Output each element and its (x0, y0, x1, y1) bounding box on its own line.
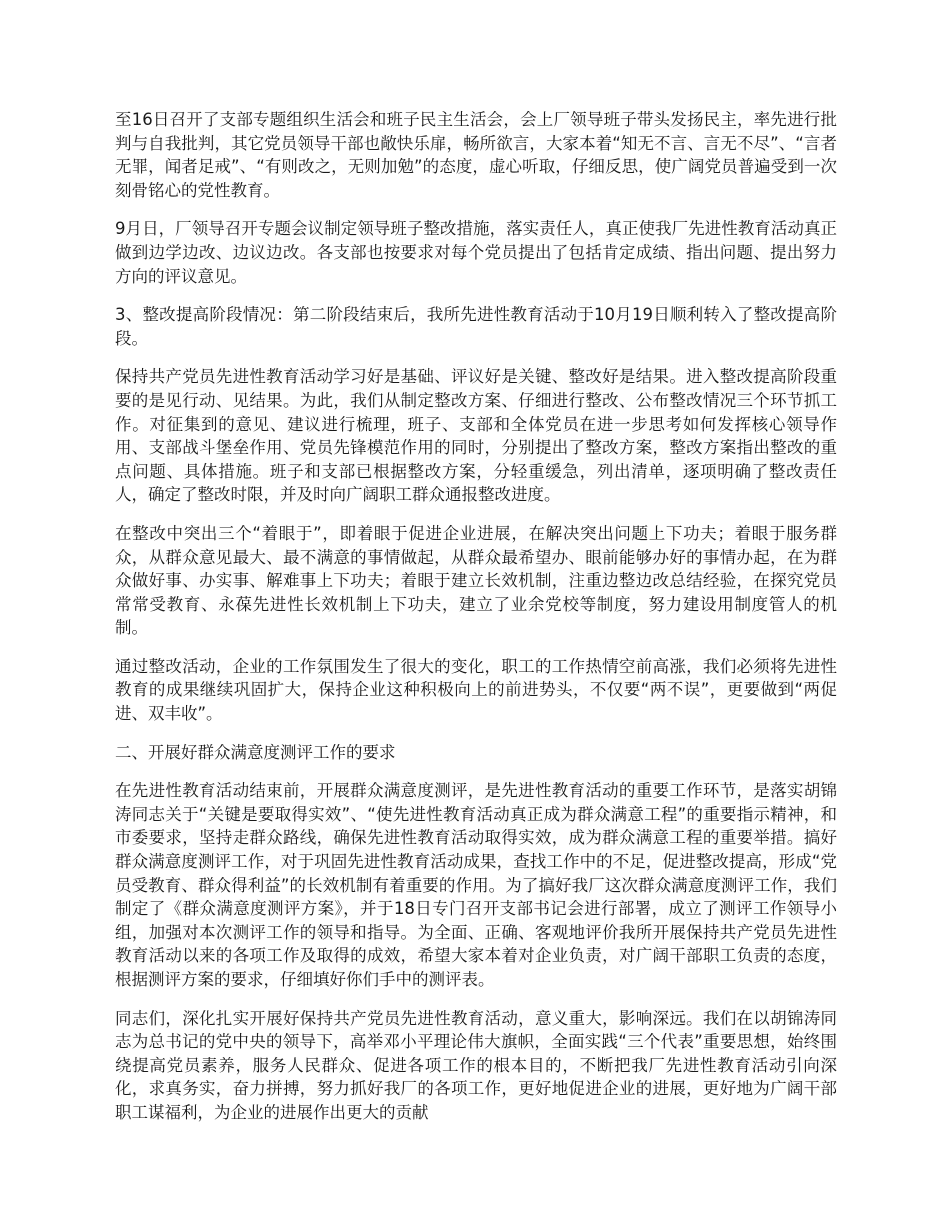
paragraph-5: 在整改中突出三个“着眼于”，即着眼于促进企业进展，在解决突出问题上下功夫；着眼于服务群众，从群众意见最大、最不满意的事情做起，从群众最希望办、眼前能够办好的事情办起，在为群众做好事、办实事、解难事上下功夫；着眼于建立长效机制，注重边整边改总结经验，在探究党员常常受教育、永葆先进性长效机制上下功夫，建立了业余党校等制度，努力建设用制度管人的机制。 (115, 523, 837, 638)
paragraph-1: 至16日召开了支部专题组织生活会和班子民主生活会，会上厂领导班子带头发扬民主，率先进行批判与自我批判，其它党员领导干部也敞快乐扉，畅所欲言，大家本着“知无不言、言无不尽”、“言者无罪，闻者足戒”、“有则改之，无则加勉”的态度，虚心听取，仔细反思，使广阔党员普遍受到一次刻骨铭心的党性教育。 (115, 110, 837, 200)
paragraph-2: 9月日，厂领导召开专题会议制定领导班子整改措施，落实责任人，真正使我厂先进性教育活动真正做到边学边改、边议边改。各支部也按要求对每个党员提出了包括肯定成绩、指出问题、提出努力方向的评议意见。 (115, 219, 837, 286)
document-body (115, 108, 837, 1140)
paragraph-7: 在先进性教育活动结束前，开展群众满意度测评，是先进性教育活动的重要工作环节，是落实胡锦涛同志关于“关键是要取得实效”、“使先进性教育活动真正成为群众满意工程”的重要指示精神，和市委要求，坚持走群众路线，确保先进性教育活动取得实效，成为群众满意工程的重要举措。搞好群众满意度测评工作，对于巩固先进性教育活动成果，查找工作中的不足，促进整改提高，形成“党员受教育、群众得利益”的长效机制有着重要的作用。为了搞好我厂这次群众满意度测评工作，我们制定了《群众满意度测评方案》，并于18日专门召开支部书记会进行部署，成立了测评工作领导小组，加强对本次测评工作的领导和指导。为全面、正确、客观地评价我所开展保持共产党员先进性教育活动以来的各项工作及取得的成效，希望大家本着对企业负责，对广阔干部职工负责的态度，根据测评方案的要求，仔细填好你们手中的测评表。 (115, 781, 837, 989)
paragraph-3: 3、整改提高阶段情况：第二阶段结束后，我所先进性教育活动于10月19日顺利转入了整改提高阶段。 (115, 305, 837, 348)
paragraph-4: 保持共产党员先进性教育活动学习好是基础、评议好是关键、整改好是结果。进入整改提高阶段重要的是见行动、见结果。为此，我们从制定整改方案、仔细进行整改、公布整改情况三个环节抓工作。对征集到的意见、建议进行梳理，班子、支部和全体党员在进一步思考如何发挥核心领导作用、支部战斗堡垒作用、党员先锋模范作用的同时，分别提出了整改方案，整改方案指出整改的重点问题、具体措施。班子和支部已根据整改方案，分轻重缓急，列出清单，逐项明确了整改责任人，确定了整改时限，并及时向广阔职工群众通报整改进度。 (115, 367, 837, 505)
paragraph-6: 通过整改活动，企业的工作氛围发生了很大的变化，职工的工作热情空前高涨，我们必须将先进性教育的成果继续巩固扩大，保持企业这种积极向上的前进势头，不仅要“两不误”，更要做到“两促进、双丰收”。 (115, 656, 837, 724)
section-heading: 二、开展好群众满意度测评工作的要求 (115, 742, 396, 762)
paragraph-8: 同志们，深化扎实开展好保持共产党员先进性教育活动，意义重大，影响深远。我们在以胡锦涛同志为总书记的党中央的领导下，高举邓小平理论伟大旗帜，全面实践“三个代表”重要思想，始终围绕提高党员素养，服务人民群众、促进各项工作的根本目的，不断把我厂先进性教育活动引向深化，求真务实，奋力拼搏，努力抓好我厂的各项工作，更好地促进企业的进展，更好地为广阔干部职工谋福利，为企业的进展作出更大的贡献 (115, 1008, 837, 1122)
